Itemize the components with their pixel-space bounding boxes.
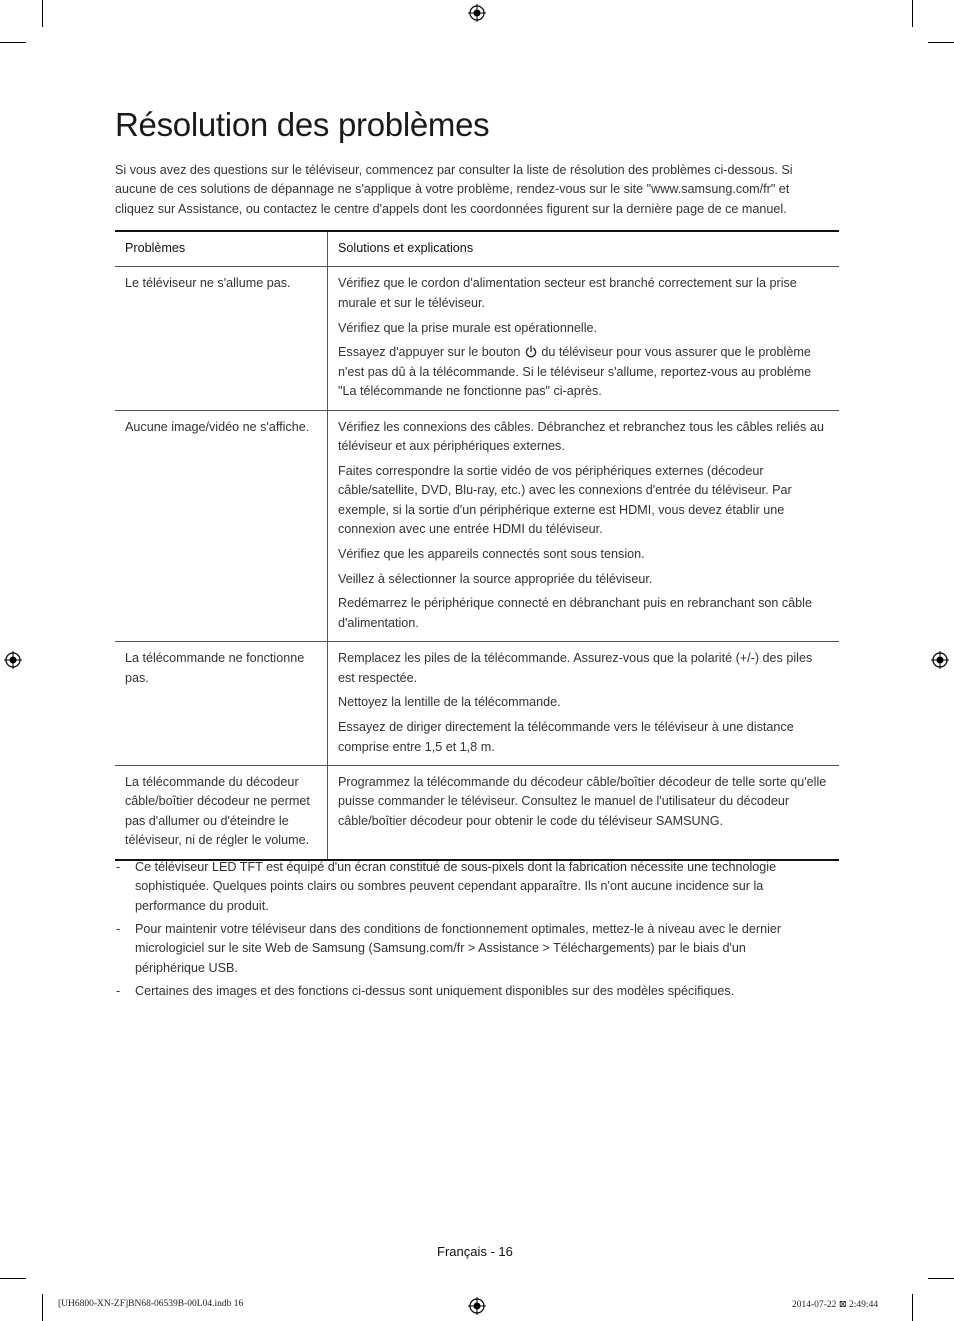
solution-text: Vérifiez que le cordon d'alimentation secteur est branché correctement sur la prise murale et sur le téléviseur. — [338, 276, 797, 310]
note-dash: - — [116, 921, 121, 936]
note-item — [115, 858, 815, 916]
table-header-row — [115, 231, 839, 267]
table-row — [115, 410, 839, 642]
crop-mark — [912, 1294, 913, 1321]
power-icon — [525, 345, 537, 358]
solution-text: Faites correspondre la sortie vidéo de vos périphériques externes (décodeur câble/satellite, DVD, Blu-ray, etc.) avec les connexions d'entrée du téléviseur. Par exemple, si la sortie d'un périphérique externe est HDMI, vous devez établir une connexion avec une entrée HDMI du téléviseur. — [338, 463, 792, 537]
intro-paragraph: Si vous avez des questions sur le téléviseur, commencez par consulter la liste de résolution des problèmes ci-dessous. Si aucune de ces solutions de dépannage ne s'applique à votre problème, rendez-vous sur le site "www.samsung.com/fr" et cliquez sur Assistance, ou contactez le centre d'appels dont les coordonnées figurent sur la dernière page de ce manuel. — [115, 163, 793, 216]
print-slug-file: [UH6800-XN-ZF]BN68-06539B-00L04.indb 16 — [58, 1299, 244, 1309]
solutions-cell — [328, 410, 840, 642]
solution-text: Vérifiez les connexions des câbles. Débranchez et rebranchez tous les câbles reliés au téléviseur et aux périphériques externes. — [338, 419, 824, 454]
problem-cell: La télécommande du décodeur câble/boîtier décodeur ne permet pas d'allumer ou d'éteindre le téléviseur, ni de régler le volume. — [115, 766, 328, 860]
solution-text: Redémarrez le périphérique connecté en débranchant puis en rebranchant son câble d'alimentation. — [338, 596, 812, 630]
solutions-cell — [328, 766, 840, 860]
solution-text: Veillez à sélectionner la source appropriée du téléviseur. — [338, 571, 653, 586]
solution-text: Programmez la télécommande du décodeur câble/boîtier décodeur de telle sorte qu'elle puisse commander le téléviseur. Consultez le manuel de l'utilisateur du décodeur câble/boîtier décodeur pour obtenir le code du téléviseur SAMSUNG. — [338, 775, 827, 828]
table-row — [115, 766, 839, 860]
column-header-solutions: Solutions et explications — [328, 231, 840, 267]
note-text: Ce téléviseur LED TFT est équipé d'un écran constitué de sous-pixels dont la fabrication nécessite une technologie sophistiquée. Quelques points clairs ou sombres peuvent cependant apparaître. Ils n'ont aucune incidence sur la performance du produit. — [135, 860, 777, 913]
solutions-cell — [328, 267, 840, 410]
problem-cell: La télécommande ne fonctionne pas. — [115, 642, 328, 766]
solutions-cell — [328, 642, 840, 766]
solution-text-part: du téléviseur pour vous assurer que le problème n'est pas dû à la télécommande. Si le téléviseur s'allume, reportez-vous au problème "La télécommande ne fonctionne pas" ci-après. — [338, 345, 812, 399]
crop-mark — [42, 0, 43, 27]
problem-cell: Le téléviseur ne s'allume pas. — [115, 267, 328, 410]
crop-mark — [928, 42, 954, 43]
notes-list — [115, 858, 815, 1005]
solution-text: Remplacez les piles de la télécommande. Assurez-vous que la polarité (+/-) des piles est respectée. — [338, 651, 813, 685]
page-title: Résolution des problèmes — [115, 106, 490, 143]
page-number: Français - 16 — [437, 1244, 513, 1259]
solution-text: Vérifiez que les appareils connectés sont sous tension. — [338, 546, 645, 561]
solution-text-part: Essayez d'appuyer sur le bouton — [338, 345, 521, 360]
registration-mark-icon — [468, 1297, 486, 1315]
crop-mark — [0, 42, 26, 43]
note-text: Certaines des images et des fonctions ci-dessus sont uniquement disponibles sur des modèles spécifiques. — [135, 983, 735, 998]
note-item — [115, 982, 815, 1001]
registration-mark-icon — [4, 651, 22, 669]
note-text: Pour maintenir votre téléviseur dans des conditions de fonctionnement optimales, mettez-le à niveau avec le dernier micrologiciel sur le site Web de Samsung (Samsung.com/fr > Assistance > Téléchargements) par le biais d'un périphérique USB. — [135, 921, 782, 975]
solution-text-power — [338, 343, 829, 401]
registration-mark-icon — [468, 4, 486, 22]
solution-text: Essayez de diriger directement la télécommande vers le téléviseur à une distance comprise entre 1,5 et 1,8 m. — [338, 720, 794, 754]
crop-mark — [912, 0, 913, 27]
table-row — [115, 267, 839, 410]
note-dash: - — [116, 860, 121, 874]
solution-text: Nettoyez la lentille de la télécommande. — [338, 695, 561, 710]
registration-mark-icon — [931, 651, 949, 669]
note-item — [115, 920, 815, 978]
crop-mark — [928, 1278, 954, 1279]
problem-cell: Aucune image/vidéo ne s'affiche. — [115, 410, 328, 642]
crop-mark — [0, 1278, 26, 1279]
troubleshooting-table — [115, 230, 839, 861]
note-dash: - — [116, 983, 121, 998]
table-row — [115, 642, 839, 766]
print-slug-timestamp: 2014-07-22 ⊠ 2:49:44 — [792, 1300, 879, 1310]
solution-text: Vérifiez que la prise murale est opérationnelle. — [338, 320, 598, 335]
column-header-problems: Problèmes — [115, 231, 328, 267]
crop-mark — [42, 1294, 43, 1321]
